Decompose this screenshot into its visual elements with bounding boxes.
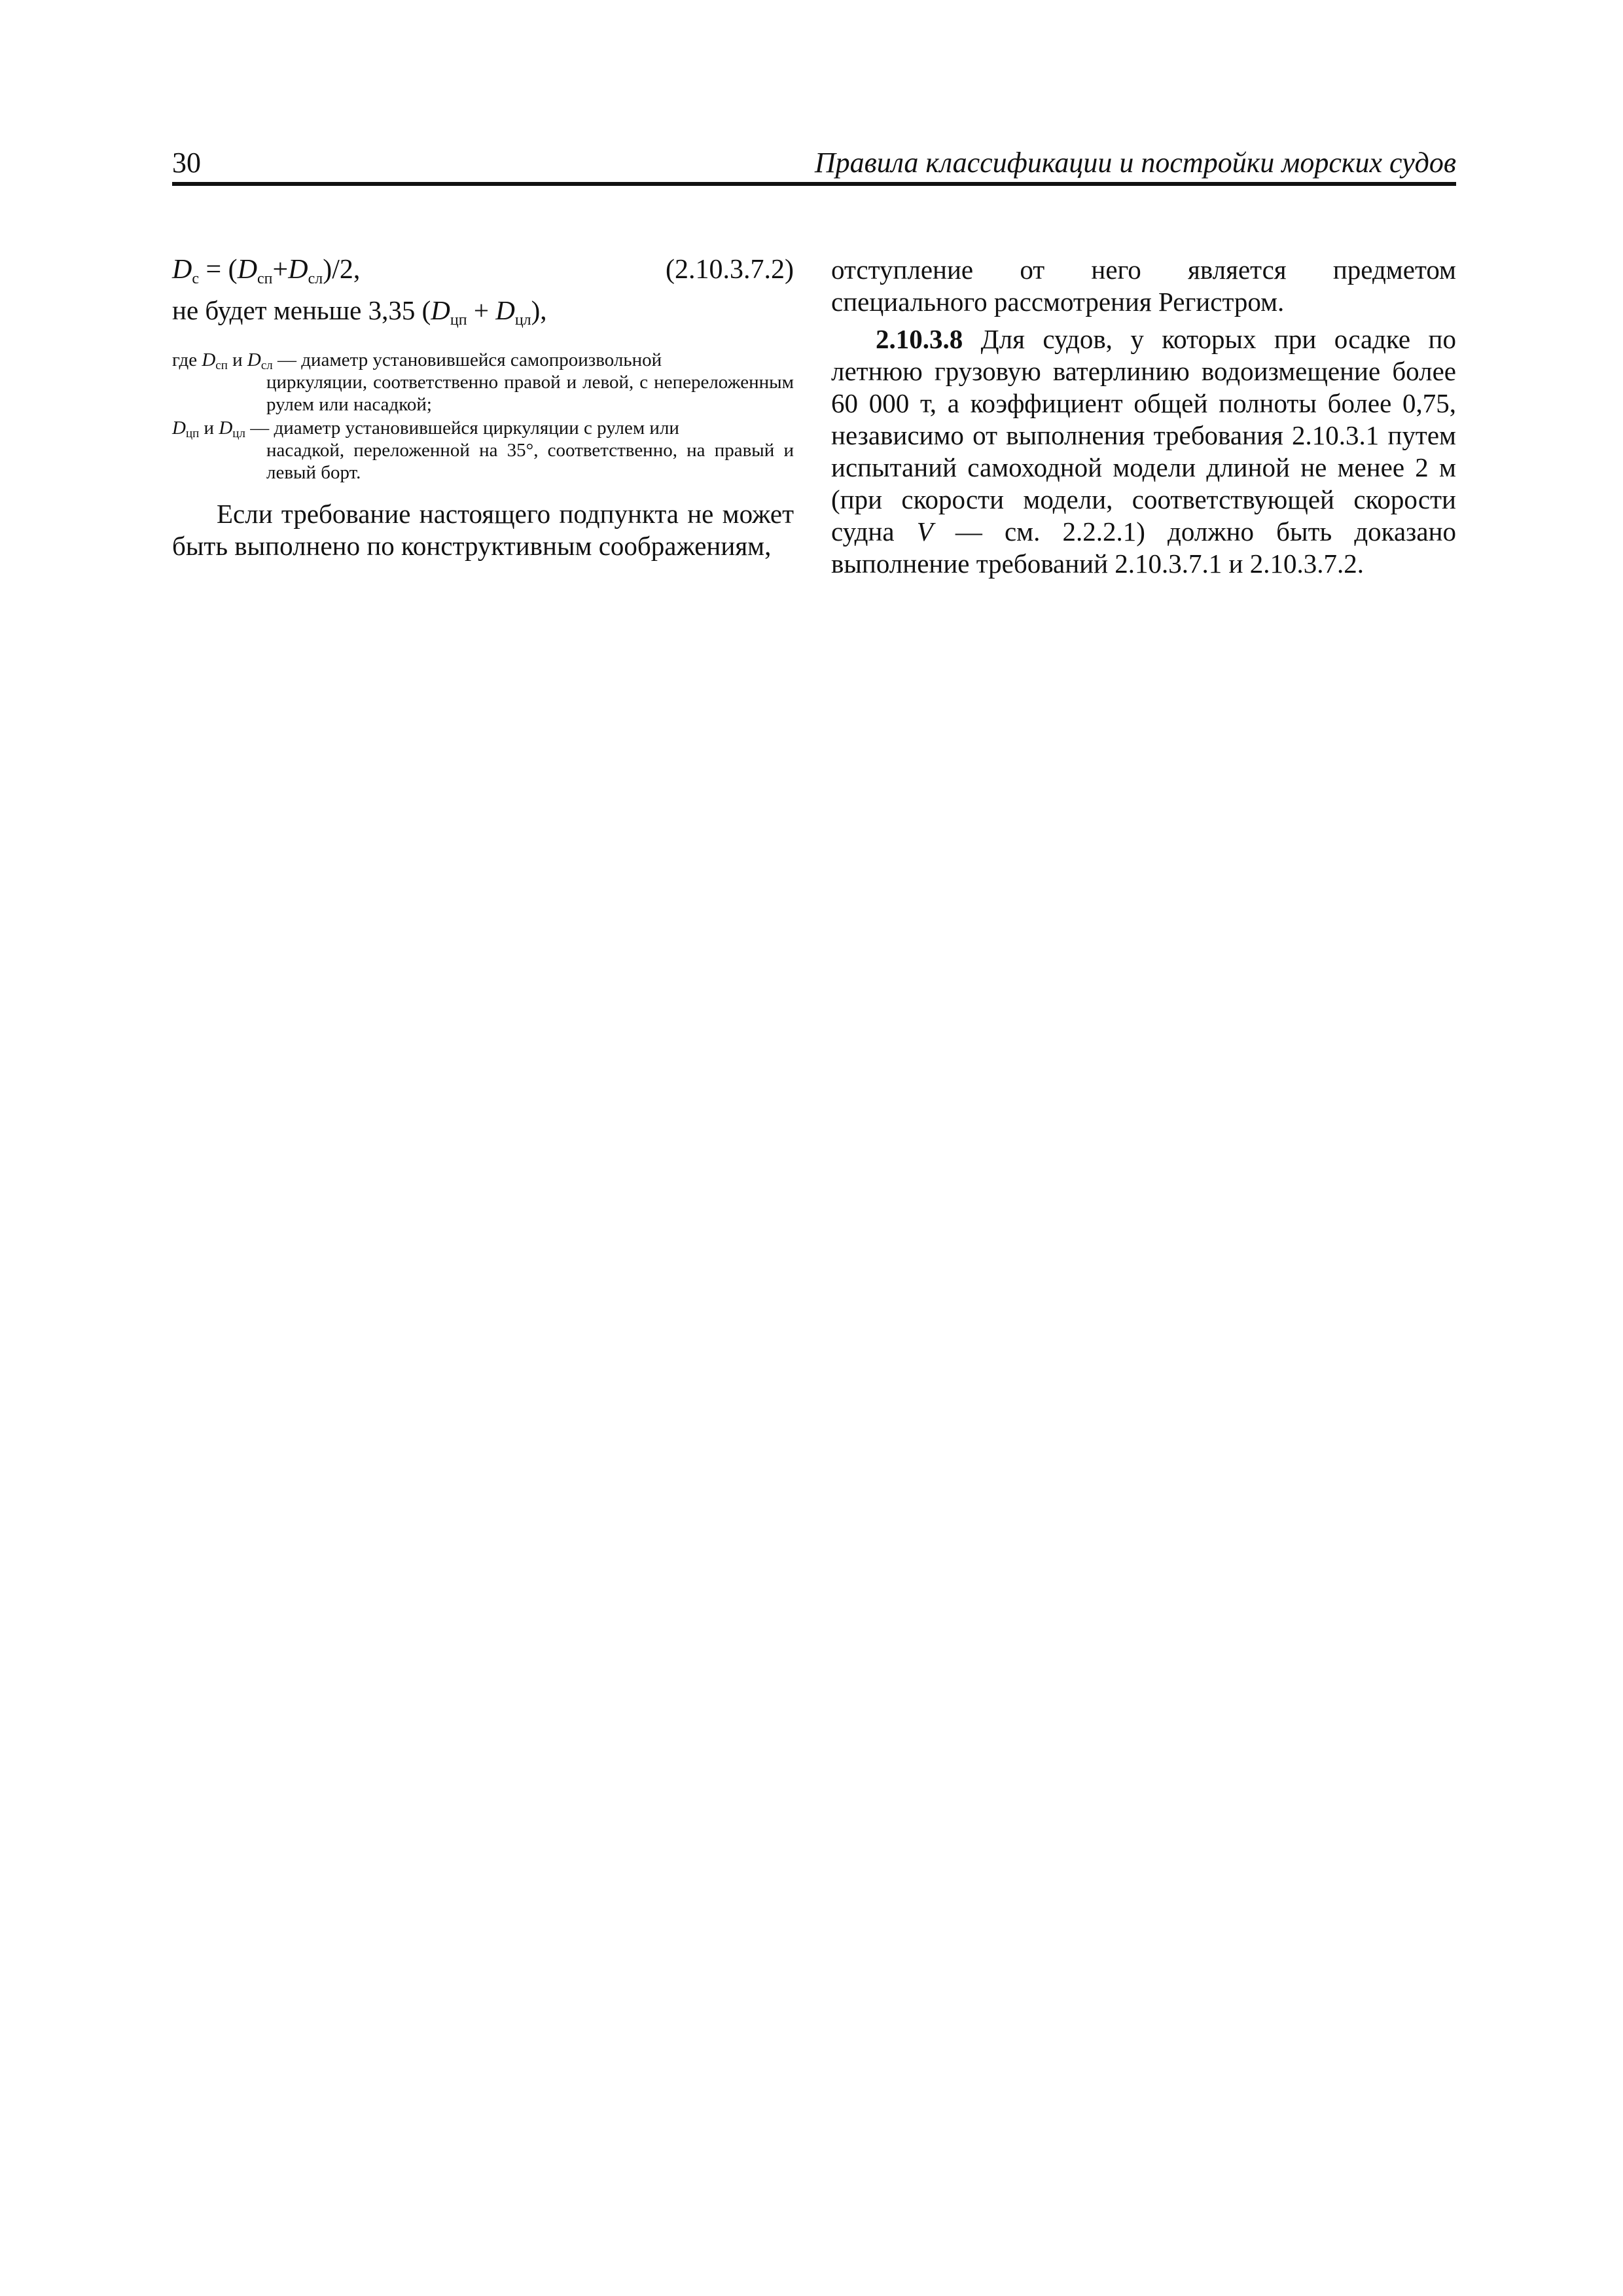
clause-text: Для судов, у которых при осадке по летнюю грузовую ватерлинию водоизмещение более 60 000 т, а коэффициент общей полноты более 0,75, независимо от выполнения требования 2.10.3.1 путем испытаний самоходной модели длиной не менее 2 м (при скорости модели, соответствующей скорости судна [831, 324, 1456, 547]
definition-continuation: циркуляции, соответственно правой и левой, с непереложенным рулем или насадкой; [266, 372, 794, 415]
left-column [172, 254, 794, 562]
formula-subscript: сп [215, 359, 228, 372]
body-paragraph: отступление от него является предметом специального рассмотрения Регистром. [831, 255, 1456, 317]
formula-symbol: V [916, 516, 933, 547]
formula-subscript: сп [257, 270, 273, 287]
definition-lead: и [227, 350, 247, 370]
formula-symbol: D [172, 418, 186, 439]
formula-expression [172, 254, 360, 286]
formula-subscript: цл [514, 312, 531, 329]
formula-2-10-3-7-2 [172, 254, 794, 288]
definition-item [172, 349, 794, 416]
formula-operator: ), [531, 295, 547, 325]
formula-subscript: цл [232, 427, 245, 440]
formula-symbol: D [495, 295, 515, 325]
running-title: Правила классификации и постройки морских судов [814, 147, 1456, 179]
formula-subscript: сл [260, 359, 273, 372]
formula-operator: + [272, 255, 289, 285]
body-paragraph: Если требование настоящего подпункта не может быть выполнено по конструктивным соображениям, [172, 499, 794, 561]
page-number: 30 [172, 147, 201, 179]
condition-text: не будет меньше 3,35 ( [172, 295, 431, 325]
clause-text: — см. 2.2.2.1) должно быть доказано выполнение требований 2.10.3.7.1 и 2.10.3.7.2. [831, 516, 1457, 579]
formula-subscript: цп [185, 427, 200, 440]
equation-number: (2.10.3.7.2) [666, 255, 794, 285]
definition-text: — диаметр установившейся циркуляции с рулем или [245, 418, 679, 439]
definition-item [172, 417, 794, 484]
definitions [172, 349, 794, 484]
formula-subscript: с [192, 270, 199, 287]
condition-line [172, 295, 794, 327]
formula-symbol: D [288, 255, 308, 285]
definition-continuation: насадкой, переложенной на 35°, соответственно, на правый и левый борт. [266, 440, 794, 483]
clause-number: 2.10.3.8 [876, 324, 963, 354]
formula-operator: = ( [199, 255, 238, 285]
formula-operator: )/2, [323, 255, 361, 285]
formula-symbol: D [431, 295, 450, 325]
formula-symbol: D [172, 255, 192, 285]
definition-lead: где [172, 350, 202, 370]
formula-symbol: D [219, 418, 233, 439]
formula-operator: + [467, 295, 496, 325]
formula-symbol: D [202, 350, 216, 370]
formula-symbol: D [247, 350, 261, 370]
definition-text: — диаметр установившейся самопроизвольной [272, 350, 662, 370]
definition-lead: и [199, 418, 219, 439]
formula-subscript: цп [450, 312, 467, 329]
formula-symbol: D [237, 255, 258, 285]
clause-2-10-3-8 [831, 323, 1456, 580]
right-column [831, 254, 1456, 580]
page-header [172, 143, 1456, 186]
formula-subscript: сл [308, 270, 323, 287]
